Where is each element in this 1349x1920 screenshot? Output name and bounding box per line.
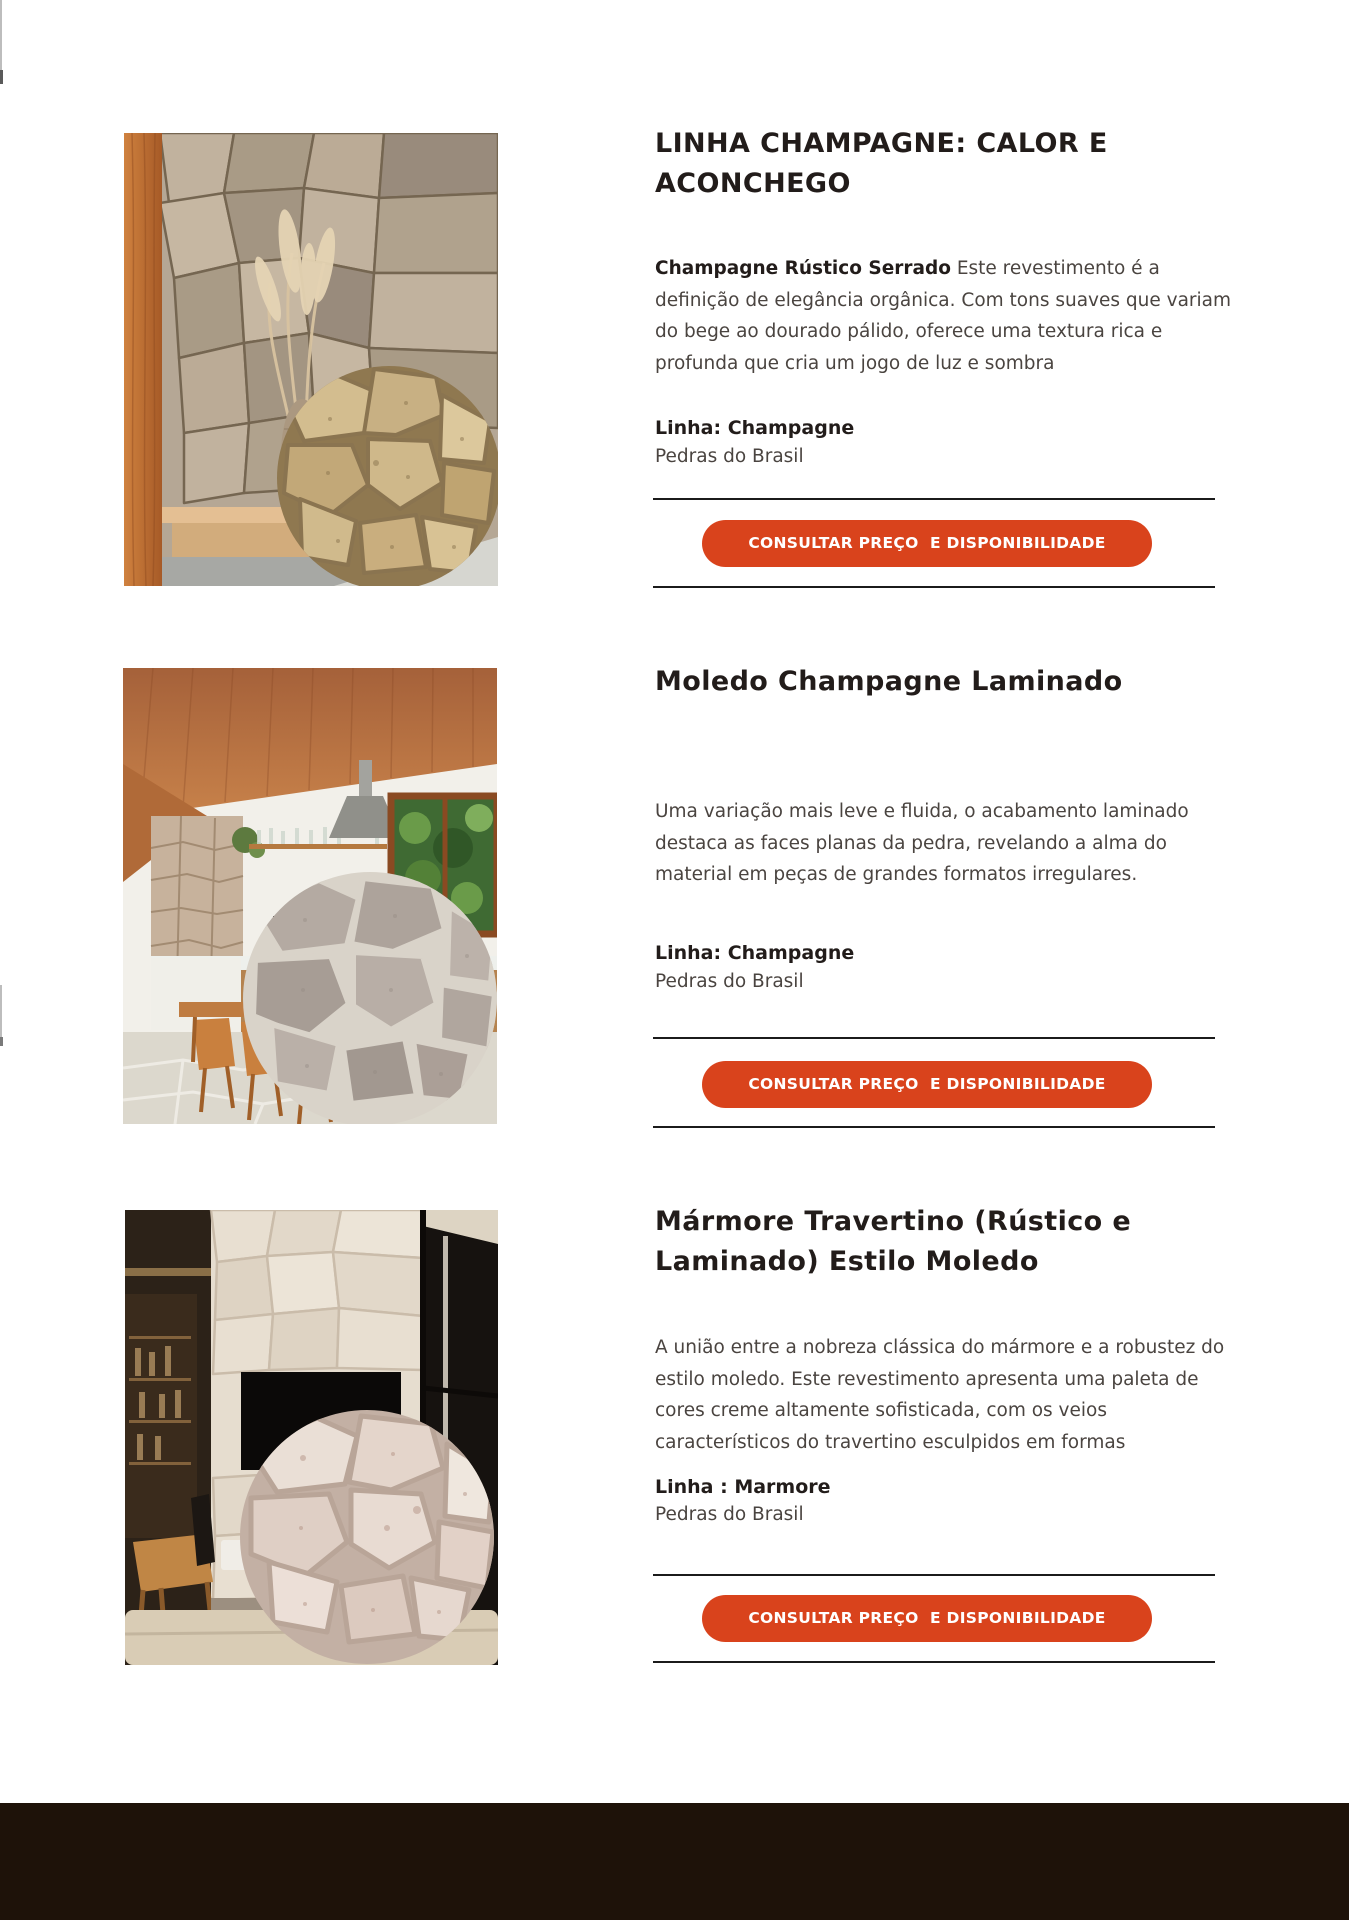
product-photo-travertino — [125, 1210, 498, 1665]
scrollbar-fragment — [0, 985, 2, 1037]
section-description: Champagne Rústico Serrado Este revestimento é a definição de elegância orgânica. Com tons suaves que variam do bege ao dourado pálido, oferece uma textura rica e profunda que cria um jogo de luz e sombra — [655, 258, 1232, 374]
product-name: Champagne Rústico Serrado — [655, 258, 951, 279]
brand-label: Pedras do Brasil — [655, 446, 804, 467]
consult-price-button[interactable]: CONSULTAR PREÇO E DISPONIBILIDADE — [702, 520, 1152, 567]
divider — [653, 1574, 1215, 1576]
brand-label: Pedras do Brasil — [655, 1504, 804, 1525]
brand-label: Pedras do Brasil — [655, 971, 804, 992]
section-title: Moledo Champagne Laminado — [655, 666, 1123, 697]
footer-bar — [0, 1803, 1349, 1920]
section-description: Uma variação mais leve e fluida, o acabamento laminado destaca as faces planas da pedra, revelando a alma do material em peças de grandes formatos irregulares. — [655, 801, 1189, 885]
linha-label: Linha : Marmore — [655, 1476, 831, 1498]
consult-price-button[interactable]: CONSULTAR PREÇO E DISPONIBILIDADE — [702, 1595, 1152, 1642]
divider — [653, 586, 1215, 588]
section-description: A união entre a nobreza clássica do mármore e a robustez do estilo moledo. Este revestimento apresenta uma paleta de cores creme altamente sofisticada, com os veios característicos do travertino esculpidos em formas — [655, 1337, 1225, 1453]
divider — [653, 1661, 1215, 1663]
divider — [653, 1037, 1215, 1039]
divider — [653, 498, 1215, 500]
divider — [653, 1126, 1215, 1128]
section-title: Mármore Travertino (Rústico e Laminado) Estilo Moledo — [655, 1206, 1132, 1277]
linha-label: Linha: Champagne — [655, 417, 855, 439]
scrollbar-fragment — [0, 0, 2, 70]
product-photo-moledo-laminado — [123, 668, 497, 1124]
consult-price-button[interactable]: CONSULTAR PREÇO E DISPONIBILIDADE — [702, 1061, 1152, 1108]
scrollbar-fragment — [0, 70, 3, 84]
section-title: LINHA CHAMPAGNE: CALOR E ACONCHEGO — [655, 128, 1108, 199]
scrollbar-fragment — [0, 1037, 3, 1046]
linha-label: Linha: Champagne — [655, 942, 855, 964]
product-photo-champagne-rustico — [124, 133, 498, 586]
